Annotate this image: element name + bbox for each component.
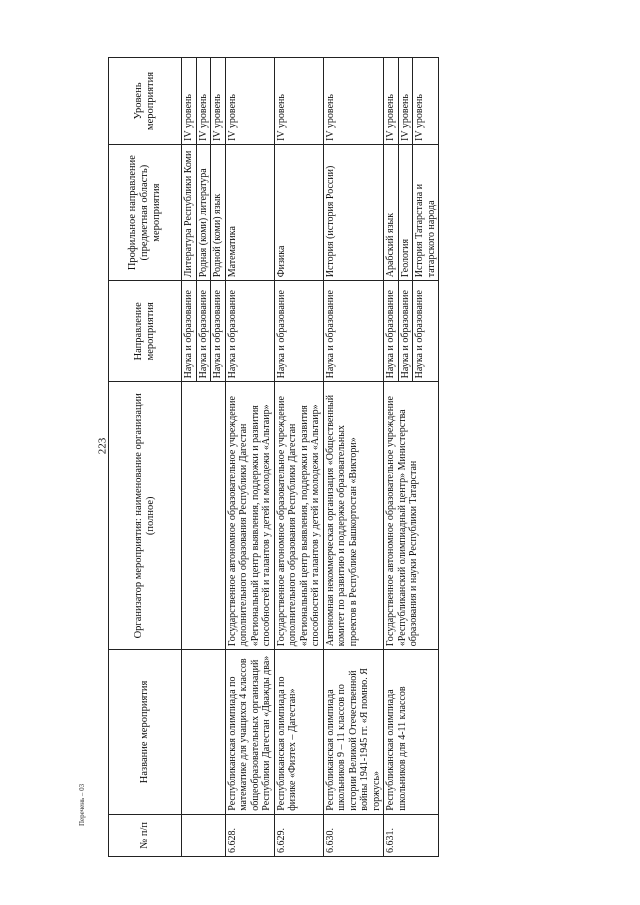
cell-subject: Литература Республики Коми: [182, 144, 197, 280]
cell-subject: История (история России): [323, 144, 384, 280]
cell-level: IV уровень: [182, 58, 197, 145]
cell-organizer: Государственное автономное образовательное учреждение дополнительного образования Республики Дагестан «Региональный центр выявления, поддержки и развития способностей и талантов у детей и молодежи «Альтаир»: [274, 382, 323, 650]
cell-organizer: Государственное автономное образовательное учреждение дополнительного образования Республики Дагестан «Региональный центр выявления, поддержки и развития способностей и талантов у детей и молодежи «Альтаир»: [225, 382, 274, 650]
table-row: [274, 58, 323, 857]
cell-level: IV уровень: [211, 58, 226, 145]
cell-level: IV уровень: [384, 58, 399, 145]
cell-direction: Наука и образование: [182, 281, 197, 382]
cell-level: IV уровень: [274, 58, 323, 145]
cell-number: 6.629.: [274, 814, 323, 856]
cell-level: IV уровень: [196, 58, 211, 145]
footer-note: Перечень – 03: [78, 783, 86, 826]
rotated-table-frame: [108, 57, 583, 857]
cell-direction: Наука и образование: [384, 281, 399, 382]
cell-direction: Наука и образование: [413, 281, 439, 382]
cell-level: IV уровень: [225, 58, 274, 145]
cell-organizer: [182, 382, 226, 650]
cell-name: Республиканская олимпиада по математике для учащихся 4 классов общеобразовательных организаций Республики Дагестан «Дважды два»: [225, 650, 274, 815]
cell-name: Республиканская олимпиада школьников для 4-11 классов: [384, 650, 439, 815]
page-number: 223: [96, 437, 109, 455]
table-header-row: [109, 58, 182, 857]
cell-direction: Наука и образование: [225, 281, 274, 382]
header-number: № п/п: [109, 814, 182, 856]
header-subject: Профильное направление (предметная область) мероприятия: [109, 144, 182, 280]
cell-level: IV уровень: [413, 58, 439, 145]
cell-direction: Наука и образование: [323, 281, 384, 382]
cell-subject: Родная (коми) литература: [196, 144, 211, 280]
cell-number: [182, 814, 226, 856]
cell-subject: Геология: [398, 144, 413, 280]
cell-number: 6.630.: [323, 814, 384, 856]
cell-name: [182, 650, 226, 815]
table-row: [323, 58, 384, 857]
table-row: [225, 58, 274, 857]
cell-organizer: Государственное автономное образовательное учреждение «Республиканский олимпиадный центр» Министерства образования и науки Республики Татарстан: [384, 382, 439, 650]
header-level: Уровень мероприятия: [109, 58, 182, 145]
cell-organizer: Автономная некоммерческая организация «Общественный комитет по развитию и поддержке образовательных проектов в Республике Башкортостан «Виктори»: [323, 382, 384, 650]
cell-subject: Физика: [274, 144, 323, 280]
cell-number: 6.631.: [384, 814, 439, 856]
table-row: [384, 58, 399, 857]
header-event-name: Название мероприятия: [109, 650, 182, 815]
cell-name: Республиканская олимпиада школьников 9 – 11 классов по истории Великой Отечественной войны 1941-1945 гг. «Я помню. Я горжусь»: [323, 650, 384, 815]
cell-number: 6.628.: [225, 814, 274, 856]
cell-subject: Родной (коми) язык: [211, 144, 226, 280]
cell-direction: Наука и образование: [398, 281, 413, 382]
cell-level: IV уровень: [323, 58, 384, 145]
cell-name: Республиканская олимпиада по физике «Физтех – Дагестан»: [274, 650, 323, 815]
events-table: [108, 57, 439, 857]
cell-direction: Наука и образование: [211, 281, 226, 382]
table-row: [182, 58, 197, 857]
cell-subject: Арабский язык: [384, 144, 399, 280]
header-organizer: Организатор мероприятия: наименование организации (полное): [109, 382, 182, 650]
cell-level: IV уровень: [398, 58, 413, 145]
cell-direction: Наука и образование: [274, 281, 323, 382]
cell-subject: Математика: [225, 144, 274, 280]
cell-direction: Наука и образование: [196, 281, 211, 382]
header-direction: Направление мероприятия: [109, 281, 182, 382]
cell-subject: История Татарстана и татарского народа: [413, 144, 439, 280]
